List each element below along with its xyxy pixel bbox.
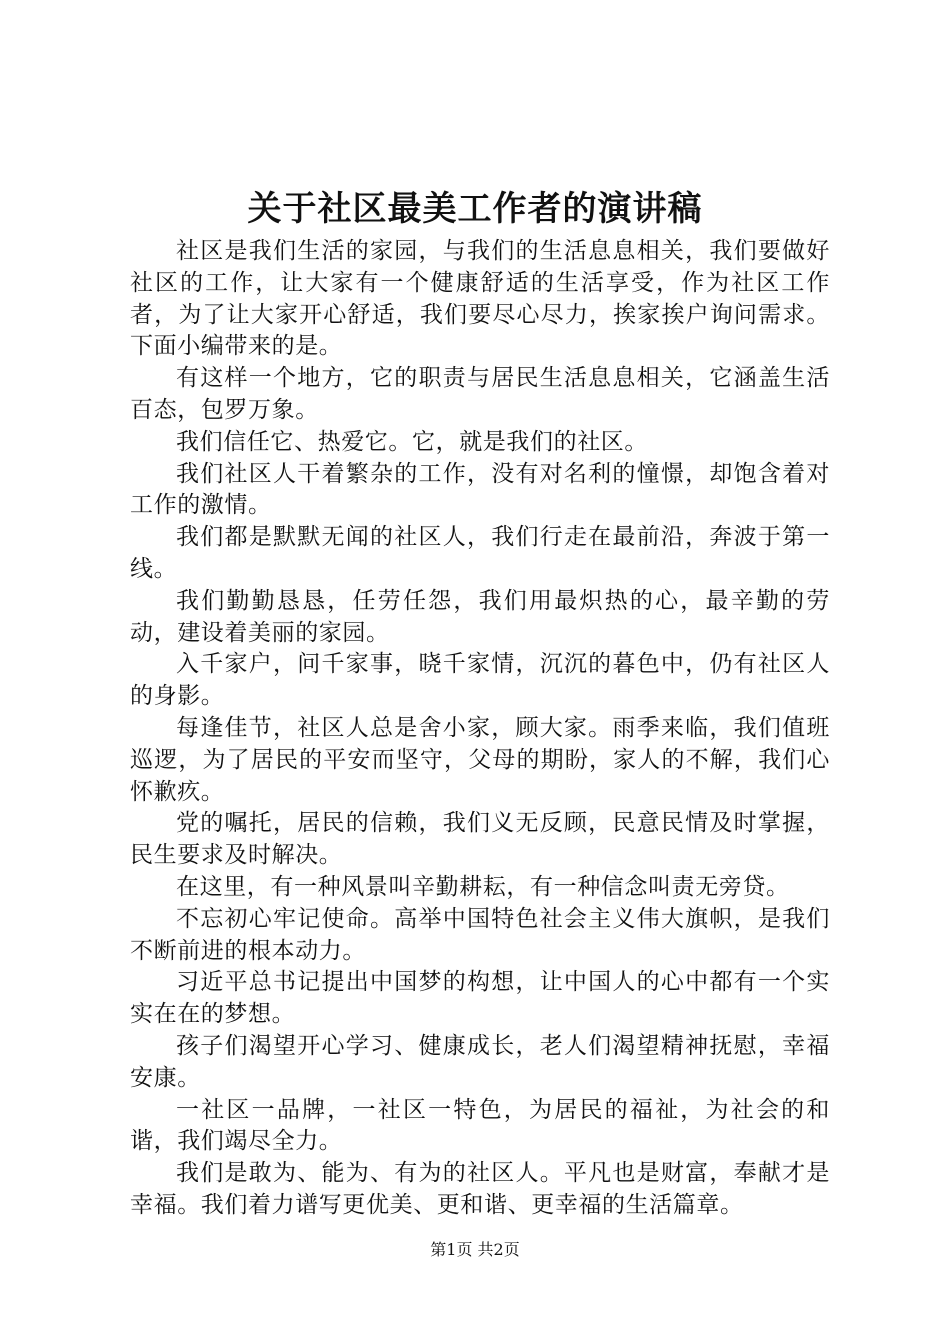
paragraph: 入千家户，问千家事，晓千家情，沉沉的暮色中，仍有社区人的身影。: [130, 651, 830, 710]
paragraph: 我们都是默默无闻的社区人，我们行走在最前沿，奔波于第一线。: [130, 524, 830, 582]
page-number-footer: 第1页 共2页: [430, 1240, 520, 1259]
paragraph: 有这样一个地方，它的职责与居民生活息息相关，它涵盖生活百态，包罗万象。: [130, 365, 830, 423]
paragraph: 不忘初心牢记使命。高举中国特色社会主义伟大旗帜，是我们不断前进的根本动力。: [130, 905, 830, 964]
document-body: [130, 236, 830, 1222]
paragraph: 习近平总书记提出中国梦的构想，让中国人的心中都有一个实实在在的梦想。: [130, 969, 830, 1028]
paragraph: 孩子们渴望开心学习、健康成长，老人们渴望精神抚慰，幸福安康。: [130, 1032, 830, 1091]
paragraph: 每逢佳节，社区人总是舍小家，顾大家。雨季来临，我们值班巡逻，为了居民的平安而坚守，父母的期盼，家人的不解，我们心怀歉疚。: [130, 714, 830, 805]
paragraph: 在这里，有一种风景叫辛勤耕耘，有一种信念叫责无旁贷。: [176, 873, 790, 900]
paragraph: 我们勤勤恳恳，任劳任怨，我们用最炽热的心，最辛勤的劳动，建设着美丽的家园。: [130, 587, 830, 646]
paragraph: 社区是我们生活的家园，与我们的生活息息相关，我们要做好社区的工作，让大家有一个健康舒适的生活享受，作为社区工作者，为了让大家开心舒适，我们要尽心尽力，挨家挨户询问需求。下面小编带来的是。: [130, 238, 830, 360]
paragraph: 党的嘱托，居民的信赖，我们义无反顾，民意民情及时掌握，民生要求及时解决。: [130, 810, 830, 869]
paragraph: 一社区一品牌，一社区一特色，为居民的福祉，为社会的和谐，我们竭尽全力。: [130, 1096, 830, 1155]
document-title: 关于社区最美工作者的演讲稿: [247, 189, 703, 229]
paragraph: 我们是敢为、能为、有为的社区人。平凡也是财富，奉献才是幸福。我们着力谱写更优美、更和谐、更幸福的生活篇章。: [130, 1160, 830, 1218]
paragraph: 我们信任它、热爱它。它，就是我们的社区。: [176, 428, 648, 455]
paragraph: 我们社区人干着繁杂的工作，没有对名利的憧憬，却饱含着对工作的激情。: [130, 460, 830, 519]
